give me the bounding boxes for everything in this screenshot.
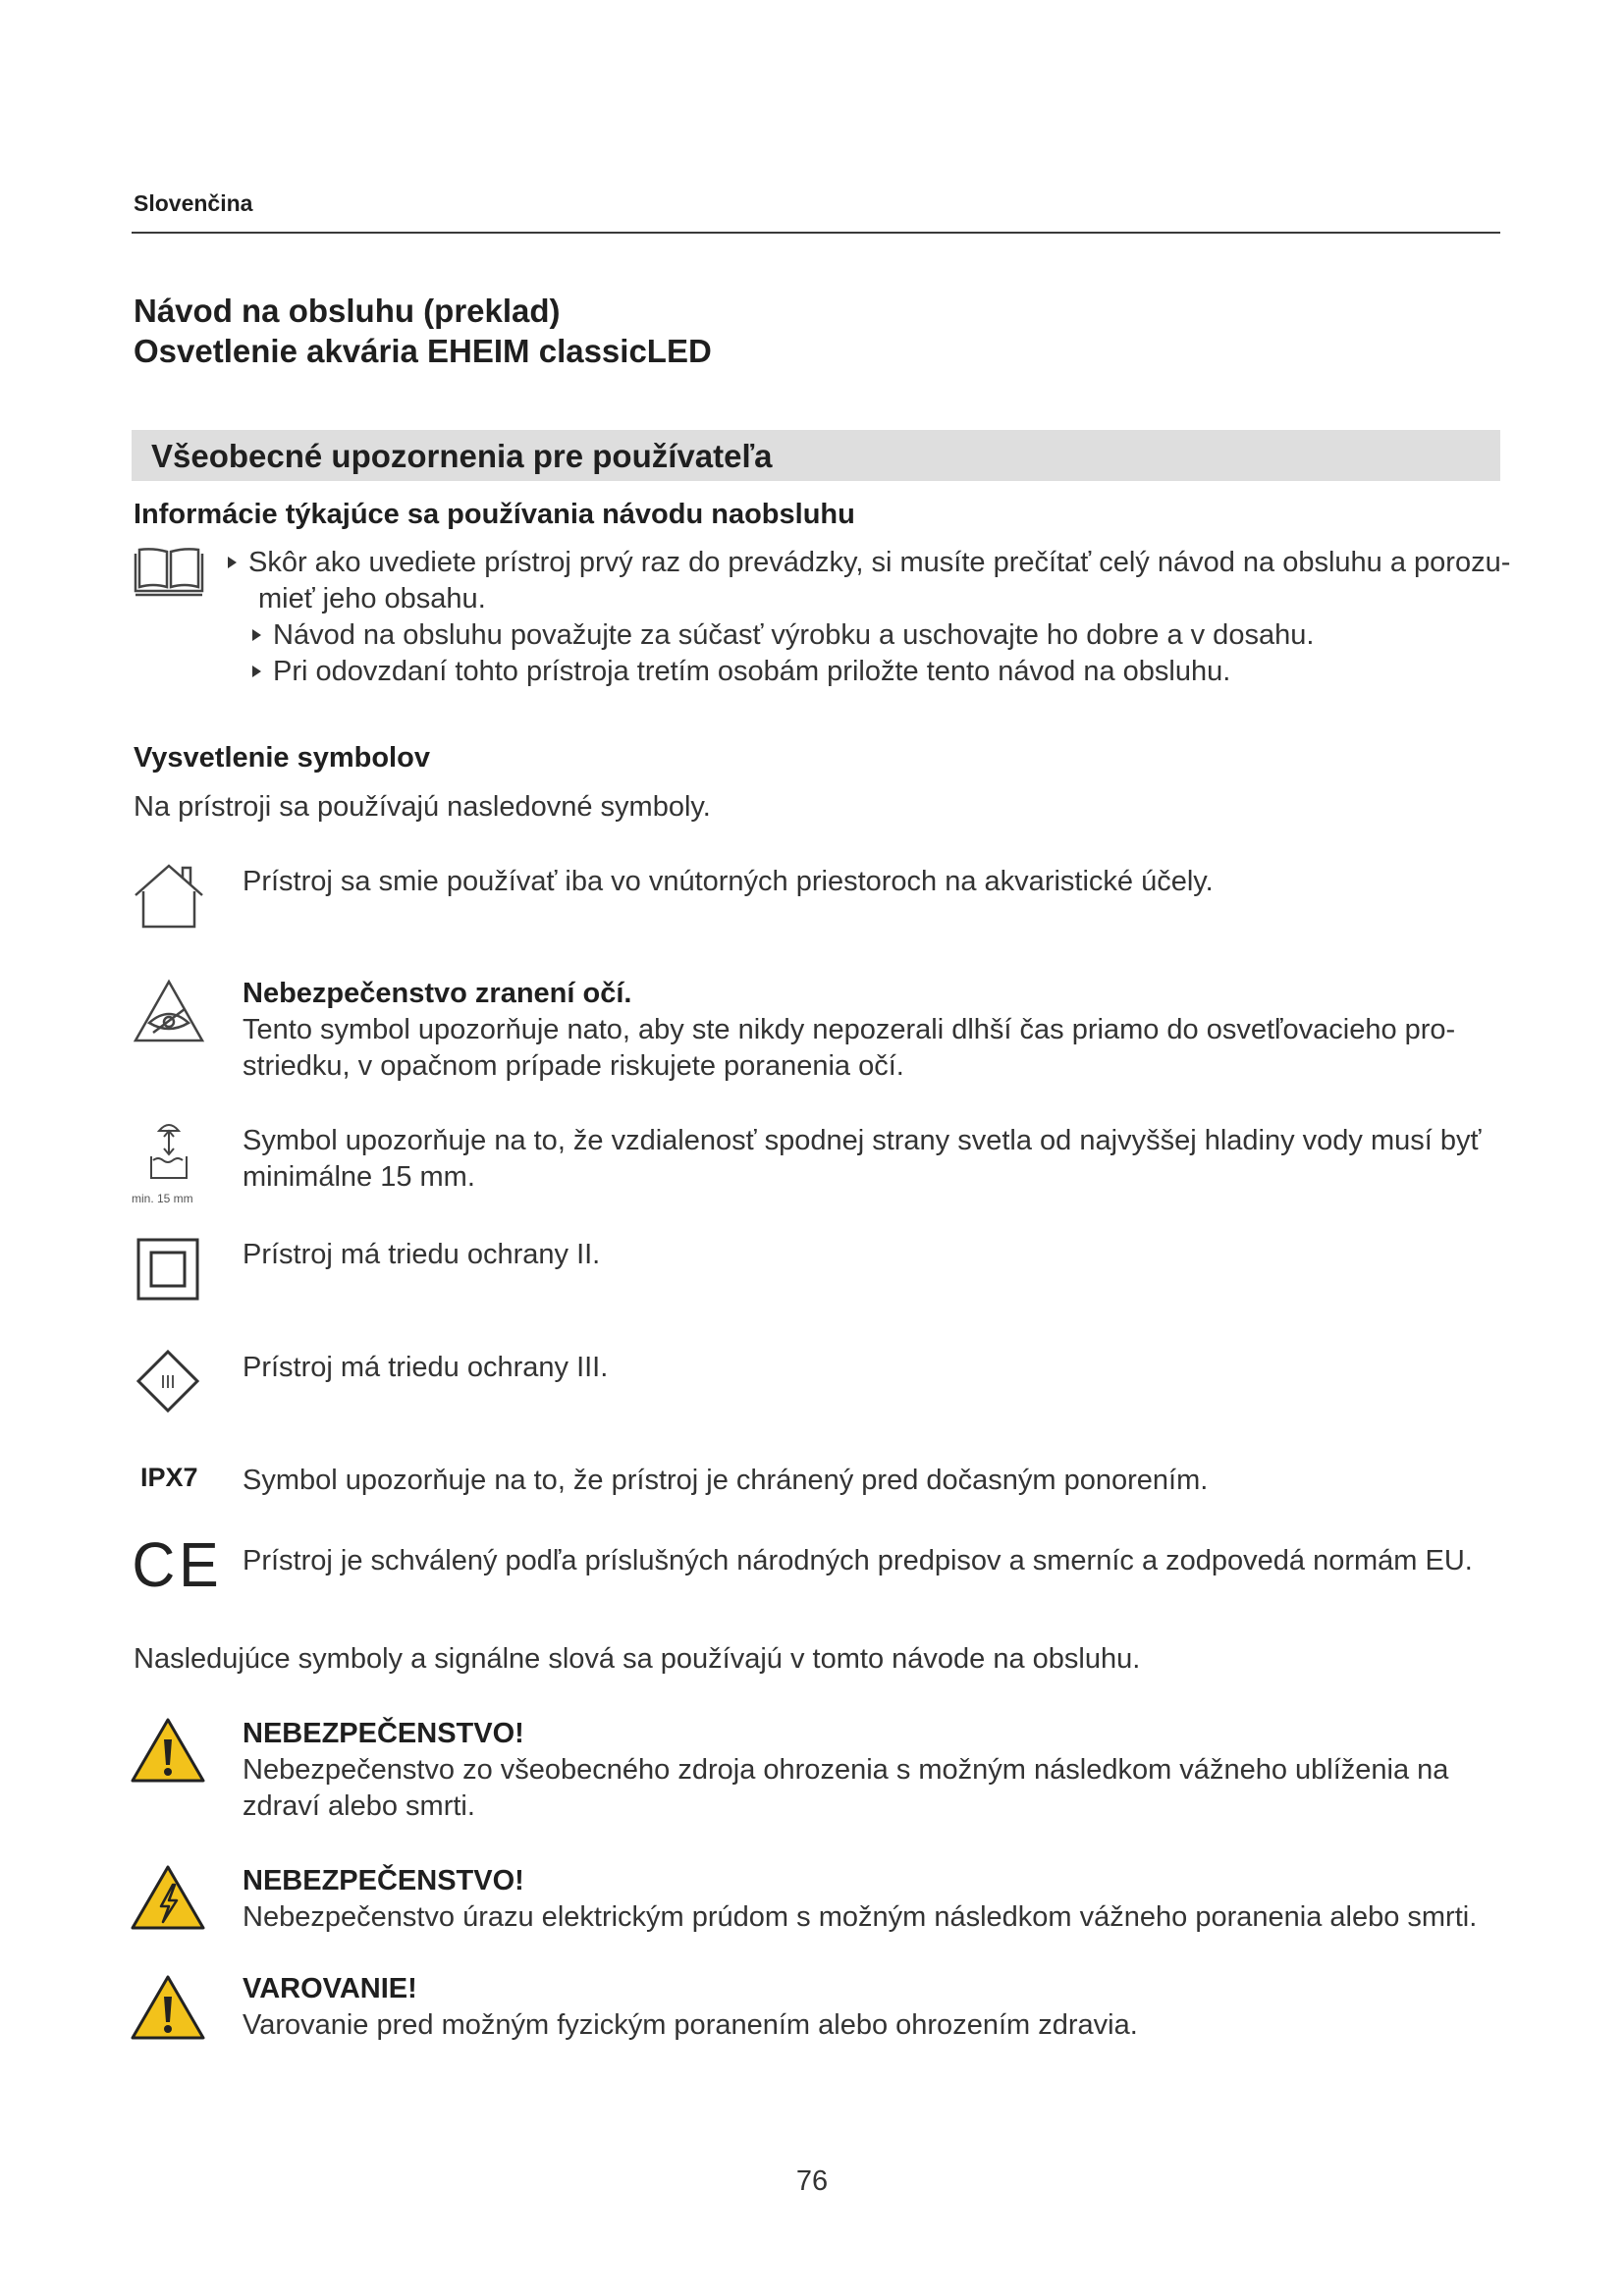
class-3-numeral: III [160, 1372, 176, 1392]
signal-warning-line-1: Varovanie pred možným fyzickým poranením alebo ohrozením zdravia. [243, 2009, 1138, 2041]
bullet-arrow-icon [252, 629, 261, 641]
indoor-house-icon [132, 862, 206, 931]
water-distance-icon-label: min. 15 mm [132, 1192, 193, 1205]
symbol-eye-danger-text [243, 976, 1504, 1085]
symbol-ce-text: Prístroj je schválený podľa príslušných národných predpisov a smerníc a zodpovedá normám EU. [243, 1545, 1473, 1576]
title-line-2: Osvetlenie akvária EHEIM classicLED [134, 333, 712, 369]
ipx7-label: IPX7 [140, 1463, 198, 1492]
bullet-arrow-icon [228, 557, 237, 568]
section-heading-bar [132, 430, 1500, 481]
symbol-water-distance-line-2: minimálne 15 mm. [243, 1161, 475, 1193]
language-label: Slovenčina [134, 190, 253, 216]
ce-mark-icon: CE [132, 1529, 223, 1600]
symbol-ipx7-text: Symbol upozorňuje na to, že prístroj je chránený pred dočasným ponorením. [243, 1465, 1209, 1496]
manual-bullet-3: Pri odovzdaní tohto prístroja tretím osobám priložte tento návod na obsluhu. [252, 654, 1230, 690]
signal-general-danger-line-2: zdraví alebo smrti. [243, 1790, 475, 1822]
symbol-class-3-text: Prístroj má triedu ochrany III. [243, 1352, 609, 1383]
signal-electric-danger [243, 1863, 1504, 1936]
title-line-1: Návod na obsluhu (preklad) [134, 293, 561, 329]
signal-words-intro: Nasledujúce symboly a signálne slová sa používajú v tomto návode na obsluhu. [134, 1643, 1141, 1675]
electric-danger-icon [130, 1863, 206, 1932]
manual-info-heading: Informácie týkajúce sa používania návodu naobsluhu [134, 499, 855, 530]
symbols-heading: Vysvetlenie symbolov [134, 742, 430, 774]
signal-general-danger [243, 1716, 1504, 1825]
manual-bullet-1: Skôr ako uvediete prístroj prvý raz do prevádzky, si musíte prečítať celý návod na obsluhu a porozu- [228, 545, 1510, 581]
signal-warning-title: VAROVANIE! [243, 1973, 417, 2004]
symbols-intro: Na prístroji sa používajú nasledovné symboly. [134, 791, 711, 823]
page-number: 76 [795, 2165, 829, 2197]
signal-electric-danger-line-1: Nebezpečenstvo úrazu elektrickým prúdom s možným následkom vážneho poranenia alebo smrti. [243, 1901, 1478, 1933]
eye-danger-icon [132, 978, 206, 1044]
manual-bullet-2: Návod na obsluhu považujte za súčasť výrobku a uschovajte ho dobre a v dosahu. [252, 617, 1314, 654]
signal-general-danger-title: NEBEZPEČENSTVO! [243, 1718, 524, 1749]
symbol-water-distance-line-1: Symbol upozorňuje na to, že vzdialenosť spodnej strany svetla od najvyššej hladiny vody musí byť [243, 1125, 1482, 1156]
protection-class-2-icon [135, 1237, 200, 1302]
document-title [134, 291, 712, 371]
protection-class-3-icon [135, 1349, 200, 1414]
section-heading: Všeobecné upozornenia pre používateľa [151, 438, 773, 474]
water-distance-icon [147, 1119, 190, 1184]
general-danger-icon [130, 1716, 206, 1785]
book-icon [132, 546, 206, 599]
symbol-eye-danger-title: Nebezpečenstvo zranení očí. [243, 978, 632, 1009]
symbol-eye-danger-line-2: striedku, v opačnom prípade riskujete poranenia očí. [243, 1050, 904, 1082]
signal-general-danger-line-1: Nebezpečenstvo zo všeobecného zdroja ohrozenia s možným následkom vážneho ublíženia na [243, 1754, 1449, 1786]
signal-warning [243, 1971, 1504, 2044]
warning-icon [130, 1973, 206, 2042]
symbol-water-distance-text [243, 1123, 1504, 1196]
manual-bullet-1-continuation: mieť jeho obsahu. [258, 583, 486, 614]
bullet-arrow-icon [252, 666, 261, 677]
header-divider [132, 232, 1500, 234]
symbol-class-2-text: Prístroj má triedu ochrany II. [243, 1239, 601, 1270]
symbol-eye-danger-line-1: Tento symbol upozorňuje nato, aby ste nikdy nepozerali dlhší čas priamo do osvetľovacieho pro- [243, 1014, 1456, 1045]
signal-electric-danger-title: NEBEZPEČENSTVO! [243, 1865, 524, 1896]
symbol-indoor-text: Prístroj sa smie používať iba vo vnútorných priestoroch na akvaristické účely. [243, 866, 1214, 897]
